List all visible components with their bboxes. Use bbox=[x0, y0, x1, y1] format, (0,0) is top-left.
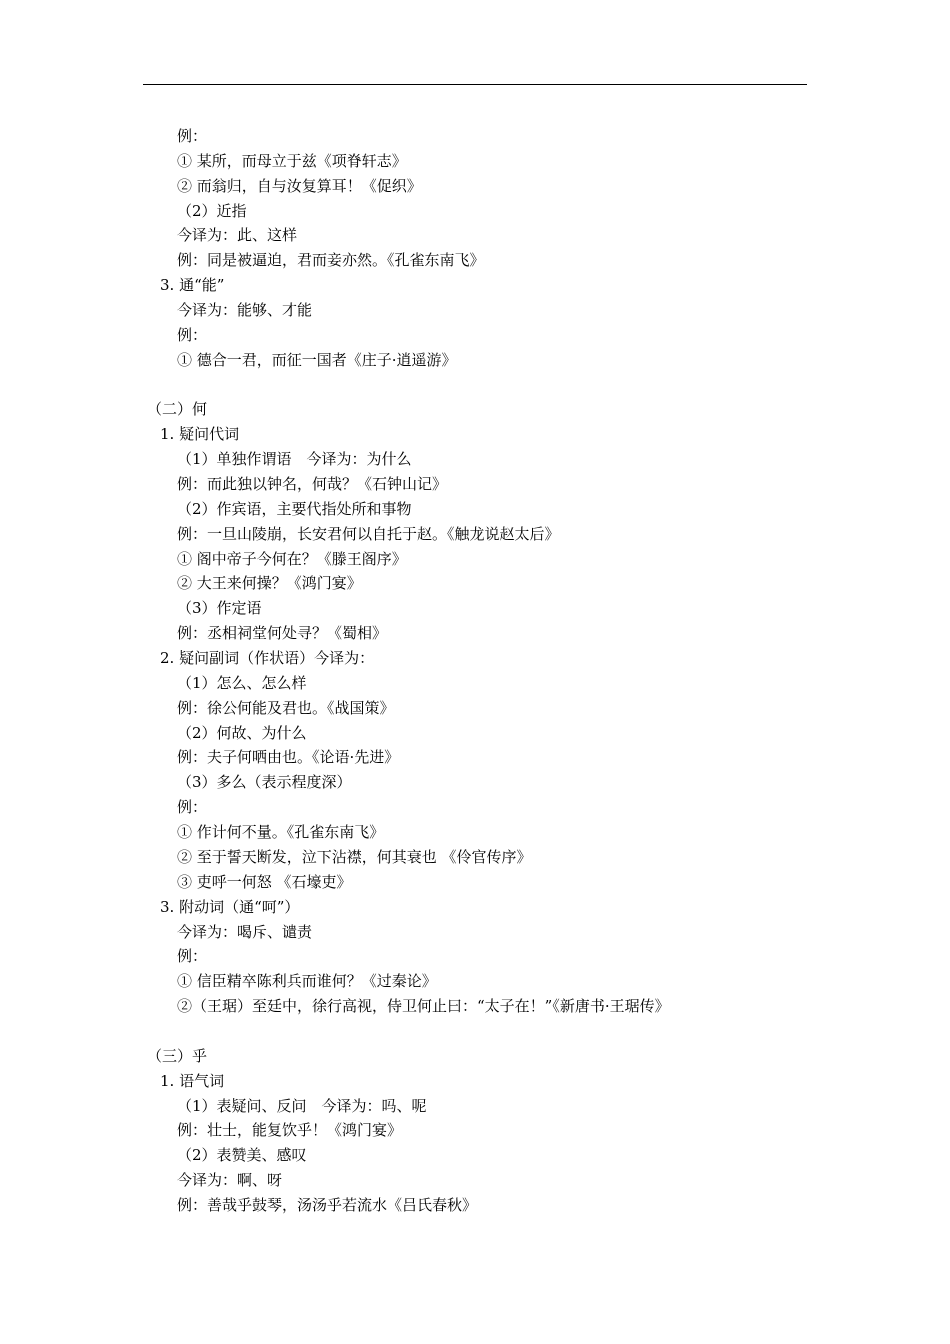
text-line: 今译为：喝斥、谴责 bbox=[177, 922, 313, 941]
text-line: 例：而此独以钟名，何哉？《石钟山记》 bbox=[177, 475, 448, 494]
example-item: ① 作计何不量。《孔雀东南飞》 bbox=[177, 823, 385, 842]
sub-heading: （1）表疑问、反问 今译为：吗、呢 bbox=[177, 1096, 427, 1115]
section-heading: （三）乎 bbox=[147, 1046, 208, 1065]
example-item: ② 至于誓天断发，泣下沾襟，何其衰也 《伶官传序》 bbox=[177, 847, 532, 866]
numbered-heading: 3. 通“能” bbox=[160, 276, 225, 295]
text-line: 例： bbox=[177, 798, 208, 817]
header-rule bbox=[143, 84, 807, 85]
sub-heading: （3）多么（表示程度深） bbox=[177, 773, 352, 792]
example-item: ②（王琚）至廷中，徐行高视，侍卫何止曰：“太子在！”《新唐书·王琚传》 bbox=[177, 997, 670, 1016]
text-line: 例：一旦山陵崩，长安君何以自托于赵。《触龙说赵太后》 bbox=[177, 524, 560, 543]
example-item: ① 阁中帝子今何在？《滕王阁序》 bbox=[177, 549, 407, 568]
text-line: 今译为：此、这样 bbox=[177, 226, 298, 245]
sub-heading: （3）作定语 bbox=[177, 599, 262, 618]
sub-heading: （2）作宾语，主要代指处所和事物 bbox=[177, 499, 412, 518]
sub-heading: （2）表赞美、感叹 bbox=[177, 1146, 307, 1165]
text-line: 今译为：啊、呀 bbox=[177, 1171, 283, 1190]
numbered-heading: 2. 疑问副词（作状语）今译为： bbox=[160, 649, 375, 668]
numbered-heading: 3. 附动词（通“呵”） bbox=[160, 897, 300, 916]
numbered-heading: 1. 疑问代词 bbox=[160, 425, 240, 444]
sub-heading: （2）近指 bbox=[177, 201, 247, 220]
text-line: 例： bbox=[177, 947, 208, 966]
blank-line bbox=[0, 373, 950, 398]
text-line: 例： bbox=[177, 127, 208, 145]
example-item: ② 而翁归，自与汝复算耳！《促织》 bbox=[177, 176, 422, 195]
numbered-heading: 1. 语气词 bbox=[160, 1071, 225, 1090]
example-item: ① 德合一君，而征一国者《庄子·逍遥游》 bbox=[177, 350, 457, 369]
text-line: 例： bbox=[177, 325, 208, 344]
text-line: 例：善哉乎鼓琴，汤汤乎若流水《吕氏春秋》 bbox=[177, 1195, 478, 1214]
document-body bbox=[0, 124, 950, 1218]
sub-heading: （1）怎么、怎么样 bbox=[177, 673, 307, 692]
section-heading: （二）何 bbox=[147, 400, 208, 419]
text-line: 例：徐公何能及君也。《战国策》 bbox=[177, 698, 395, 717]
sub-heading: （1）单独作谓语 今译为：为什么 bbox=[177, 450, 412, 469]
example-item: ③ 吏呼一何怒 《石壕吏》 bbox=[177, 872, 352, 891]
text-line: 例：壮士，能复饮乎！《鸿门宴》 bbox=[177, 1121, 403, 1140]
example-item: ① 某所，而母立于兹《项脊轩志》 bbox=[177, 151, 407, 170]
example-item: ① 信臣精卒陈利兵而谁何？《过秦论》 bbox=[177, 972, 437, 991]
text-line: 例：丞相祠堂何处寻？《蜀相》 bbox=[177, 624, 388, 643]
text-line: 例：同是被逼迫，君而妾亦然。《孔雀东南飞》 bbox=[177, 251, 485, 270]
text-line: 今译为：能够、才能 bbox=[177, 301, 313, 320]
sub-heading: （2）何故、为什么 bbox=[177, 723, 307, 742]
text-line: 例：夫子何哂由也。《论语·先进》 bbox=[177, 748, 400, 767]
blank-line bbox=[0, 1019, 950, 1044]
example-item: ② 大王来何操？《鸿门宴》 bbox=[177, 574, 362, 593]
